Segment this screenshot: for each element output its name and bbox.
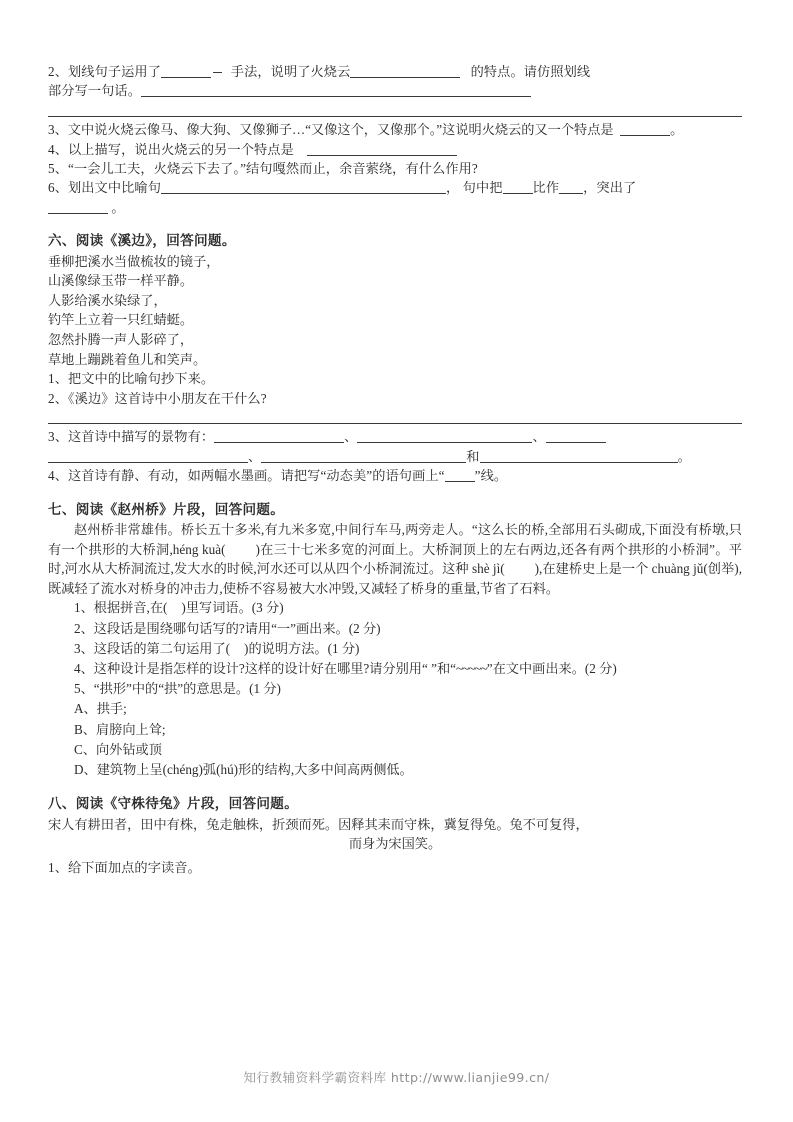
section-seven-q3-text-a: 3、这段话的第二句运用了( bbox=[74, 640, 231, 656]
scenery-sep-1: 、 bbox=[344, 429, 358, 445]
scenery-blank-1[interactable] bbox=[214, 430, 344, 443]
section-seven-q3-text-b: )的说明方法。(1 分) bbox=[244, 640, 360, 656]
shouzhudaitu-passage-line2: 而身为宋国笑。 bbox=[348, 836, 442, 852]
poem-line-2: 山溪像绿玉带一样平静。 bbox=[48, 273, 194, 289]
section-six-heading: 六、阅读《溪边》，回答问题。 bbox=[48, 233, 236, 249]
pinyin-heng-kua: héng kuà( bbox=[172, 541, 226, 557]
section-seven-q1-text-a: 1、根据拼音,在( bbox=[74, 600, 168, 616]
section-six-question-4-text-a: 4、这首诗有静、有动，如两幅水墨画。请把写“动态美”的语句画上“ bbox=[48, 468, 445, 484]
question-6-blank-1[interactable] bbox=[161, 181, 446, 194]
section-six-question-4 bbox=[48, 466, 742, 485]
question-6-blank-3[interactable] bbox=[559, 181, 583, 194]
question-5-text: 5、“一会儿工夫，火烧云下去了。”结句嘎然而止，余音萦绕，有什么作用? bbox=[48, 161, 478, 177]
passage-part-3: ),在建桥史上是一个 bbox=[534, 561, 652, 577]
question-3 bbox=[48, 120, 742, 139]
option-b[interactable]: B、肩膀向上耸; bbox=[74, 721, 166, 737]
section-six-question-3-line2 bbox=[48, 447, 742, 466]
question-2-answer-rule-row bbox=[48, 101, 742, 120]
section-seven-question-2: 2、这段话是围绕哪句话写的?请用“一”画出来。(2 分) bbox=[74, 620, 381, 636]
scenery-and: 和 bbox=[466, 448, 480, 464]
question-2-answer-blank[interactable] bbox=[141, 84, 531, 97]
scenery-blank-5[interactable] bbox=[261, 450, 466, 463]
scenery-sep-2: 、 bbox=[532, 429, 546, 445]
passage-part-2: )在三十七米多宽的河面上。大桥洞顶上的左右两边,还各有两个拱形的小桥洞”。平时,河水从大桥洞流过,发大水的时候,河水还可以从四个小桥洞流过。这种 bbox=[48, 541, 743, 577]
question-6-text-b: ， 句中把 bbox=[446, 180, 503, 196]
question-6-line1 bbox=[48, 178, 742, 197]
section-seven-question-5: 5、“拱形”中的“拱”的意思是。(1 分) bbox=[74, 681, 281, 697]
passage-part-4: ,既减轻了流水对桥身的冲击力,使桥不容易被大水冲毁,又减轻了桥身的重量,节省了石料。 bbox=[48, 561, 742, 596]
scenery-sep-3: 、 bbox=[248, 448, 262, 464]
section-seven-question-3 bbox=[48, 639, 742, 659]
question-2-answer-rule[interactable] bbox=[48, 116, 742, 117]
pinyin-chuang-ju: chuàng jǔ(创举) bbox=[651, 561, 739, 577]
question-2-line2 bbox=[48, 81, 742, 100]
section-eight-question-1: 1、给下面加点的字读音。 bbox=[48, 859, 201, 875]
question-2-text-d: 部分写一句话。 bbox=[48, 83, 142, 99]
poem-line-1: 垂柳把溪水当做梳妆的镜子， bbox=[48, 253, 220, 269]
question-2-text-a: 2、划线句子运用了 bbox=[48, 64, 161, 79]
question-4-blank[interactable] bbox=[307, 143, 457, 156]
question-3-text: 3、文中说火烧云像马、像大狗、又像狮子…“又像这个，又像那个。”这说明火烧云的又一个特点是 bbox=[48, 122, 614, 138]
section-six-question-3-line1 bbox=[48, 427, 742, 446]
question-4-text: 4、以上描写，说出火烧云的另一个特点是 bbox=[48, 141, 294, 157]
section-six-question-4-text-b: ”线。 bbox=[474, 468, 508, 484]
exam-page bbox=[48, 0, 742, 1122]
question-2-text-c: 的特点。请仿照划线 bbox=[470, 64, 591, 79]
pinyin-she-ji: shè jì( bbox=[471, 561, 505, 577]
question-6-period: 。 bbox=[111, 199, 125, 215]
scenery-blank-2[interactable] bbox=[357, 430, 532, 443]
scenery-blank-4[interactable] bbox=[48, 450, 248, 463]
question-6-blank-4[interactable] bbox=[48, 201, 108, 214]
question-5 bbox=[48, 159, 742, 178]
section-six-q2-answer-rule-row bbox=[48, 408, 742, 427]
question-2-text-b: 手法，说明了火烧云 bbox=[230, 64, 351, 79]
section-seven-question-1 bbox=[48, 598, 742, 618]
section-seven-q4-text-b: ”在文中画出来。(2 分) bbox=[486, 661, 617, 677]
scenery-blank-3[interactable] bbox=[546, 430, 606, 443]
shouzhudaitu-passage-line1: 宋人有耕田者，田中有株，兔走触株，折颈而死。因释其耒而守株，冀复得兔。兔不可复得， bbox=[48, 816, 589, 832]
question-6-text-d: ，突出了 bbox=[583, 180, 637, 196]
question-2-line1 bbox=[48, 62, 742, 81]
dynamic-beauty-blank[interactable] bbox=[445, 469, 475, 482]
section-seven-q4-text-a: 4、这种设计是指怎样的设计?这样的设计好在哪里?请分别用“ ”和“ bbox=[74, 661, 457, 677]
section-seven-question-4 bbox=[48, 659, 742, 679]
section-six-question-2: 2、《溪边》这首诗中小朋友在干什么? bbox=[48, 390, 267, 406]
section-six-question-1: 1、把文中的比喻句抄下来。 bbox=[48, 371, 215, 387]
zhaozhou-bridge-passage bbox=[48, 520, 742, 598]
passage-part-1: 赵州桥非常雄伟。桥长五十多米,有九米多宽,中间行车马,两旁走人。“这么长的桥,全部用石头砌成,下面没有桥墩,只有一个拱形的大桥洞, bbox=[48, 522, 742, 557]
question-6-text-a: 6、划出文中比喻句 bbox=[48, 180, 161, 196]
document-body bbox=[48, 62, 742, 877]
question-2-blank-2[interactable] bbox=[350, 65, 460, 78]
poem-line-4: 钓竿上立着一只红蜻蜓。 bbox=[48, 312, 194, 328]
question-6-line2 bbox=[48, 198, 742, 217]
option-d[interactable]: D、建筑物上呈(chéng)弧(hú)形的结构,大多中间高两侧低。 bbox=[74, 762, 413, 778]
section-six-question-3-label: 3、这首诗中描写的景物有： bbox=[48, 429, 215, 445]
section-eight-heading: 八、阅读《守株待兔》片段，回答问题。 bbox=[48, 796, 299, 812]
section-seven-heading: 七、阅读《赵州桥》片段，回答问题。 bbox=[48, 501, 285, 517]
question-3-blank[interactable] bbox=[620, 123, 670, 136]
footer-watermark: 知行教辅资料学霸资料库 http://www.lianjie99.cn/ bbox=[243, 1070, 550, 1085]
scenery-blank-6[interactable] bbox=[480, 450, 678, 463]
section-seven-q1-text-b: )里写词语。(3 分) bbox=[181, 600, 284, 616]
option-c[interactable]: C、向外钻或顶 bbox=[74, 741, 162, 757]
section-six-q2-answer-rule[interactable] bbox=[48, 423, 742, 424]
tilde-underline-mark: ~~~~~ bbox=[456, 661, 487, 677]
poem-line-6: 草地上蹦跳着鱼儿和笑声。 bbox=[48, 351, 207, 367]
dash-mark bbox=[213, 72, 222, 73]
question-2-blank-1[interactable] bbox=[161, 65, 211, 78]
option-a[interactable]: A、拱手; bbox=[74, 701, 127, 717]
poem-line-5: 忽然扑腾一声人影碎了， bbox=[48, 332, 194, 348]
scenery-period: 。 bbox=[677, 448, 691, 464]
question-6-text-c: 比作 bbox=[532, 180, 560, 196]
question-4 bbox=[48, 140, 742, 159]
question-3-period: 。 bbox=[670, 122, 684, 138]
question-6-blank-2[interactable] bbox=[503, 181, 533, 194]
poem-line-3: 人影给溪水染绿了， bbox=[48, 292, 167, 308]
